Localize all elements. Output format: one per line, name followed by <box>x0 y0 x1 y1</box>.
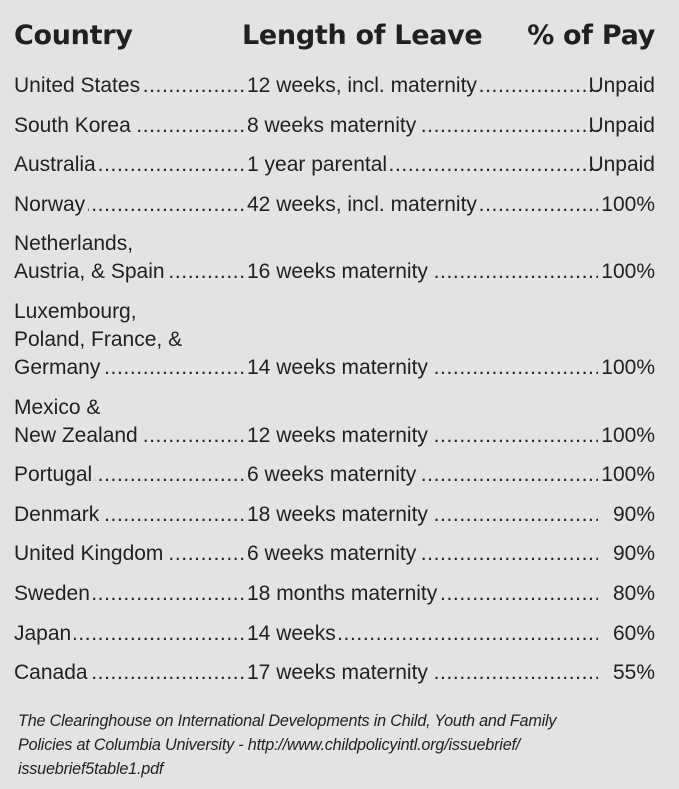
source-line: The Clearinghouse on International Developments in Child, Youth and Family <box>18 712 557 730</box>
country-name: South Korea <box>14 114 134 137</box>
country-cell <box>14 151 247 179</box>
header-percent-of-pay: % of Pay <box>527 20 655 51</box>
leave-length: 42 weeks, incl. maternity <box>247 193 480 216</box>
pay-percent: Unpaid <box>584 72 655 100</box>
leave-cell <box>247 620 598 648</box>
country-name: Portugal <box>14 463 95 486</box>
leave-cell <box>247 72 598 100</box>
country-cell <box>14 501 247 529</box>
pay-percent: Unpaid <box>584 151 655 179</box>
row-main-line <box>14 191 655 219</box>
leave-cell <box>247 191 598 219</box>
country-name: Austria, & Spain <box>14 260 168 283</box>
row-main-line <box>14 540 655 568</box>
country-cell <box>14 620 247 648</box>
table-header <box>14 18 655 56</box>
leave-length: 14 weeks maternity <box>247 356 431 379</box>
source-line: Policies at Columbia University - http://www.childpolicyintl.org/issuebrief/ <box>18 736 521 754</box>
country-name: Canada <box>14 661 91 684</box>
country-name: Denmark <box>14 503 102 526</box>
leave-cell <box>247 422 598 450</box>
row-main-line <box>14 620 655 648</box>
row-main-line <box>14 258 655 286</box>
leave-length: 12 weeks, incl. maternity <box>247 74 480 97</box>
pay-percent: Unpaid <box>584 112 655 140</box>
leave-length: 18 weeks maternity <box>247 503 431 526</box>
country-cell <box>14 112 247 140</box>
pay-percent: 100% <box>597 354 655 382</box>
table-row <box>14 72 655 100</box>
leave-length: 14 weeks <box>247 622 339 645</box>
leave-length: 8 weeks maternity <box>247 114 419 137</box>
table-row <box>14 151 655 179</box>
country-name: Australia <box>14 153 99 176</box>
pay-percent: 100% <box>597 258 655 286</box>
country-name: United Kingdom <box>14 542 166 565</box>
country-name: Sweden <box>14 582 93 605</box>
country-name-line: Mexico & <box>14 395 101 419</box>
country-name: Japan <box>14 622 74 645</box>
leave-length: 6 weeks maternity <box>247 463 419 486</box>
table-body <box>14 72 655 699</box>
header-country: Country <box>14 20 133 51</box>
country-name: United States <box>14 74 143 97</box>
table-row <box>14 191 655 219</box>
row-main-line <box>14 659 655 687</box>
row-main-line <box>14 461 655 489</box>
leave-length: 6 weeks maternity <box>247 542 419 565</box>
table-row <box>14 620 655 648</box>
table-row <box>14 112 655 140</box>
country-cell <box>14 258 247 286</box>
leave-length: 16 weeks maternity <box>247 260 431 283</box>
table-row <box>14 461 655 489</box>
country-name: Germany <box>14 356 103 379</box>
leave-cell <box>247 112 598 140</box>
leave-cell <box>247 461 598 489</box>
table-row <box>14 580 655 608</box>
table-row <box>14 659 655 687</box>
leave-cell <box>247 258 598 286</box>
country-name-line: Poland, France, & <box>14 327 183 351</box>
pay-percent: 100% <box>597 422 655 450</box>
pay-percent: 90% <box>609 540 655 568</box>
country-cell <box>14 580 247 608</box>
leave-cell <box>247 354 598 382</box>
row-main-line <box>14 354 655 382</box>
table-row <box>14 394 655 450</box>
pay-percent: 90% <box>609 501 655 529</box>
table-row <box>14 230 655 286</box>
row-main-line <box>14 112 655 140</box>
country-cell <box>14 461 247 489</box>
pay-percent: 60% <box>609 620 655 648</box>
leave-length: 18 months maternity <box>247 582 440 605</box>
country-cell <box>14 659 247 687</box>
country-cell <box>14 354 247 382</box>
table-row <box>14 298 655 382</box>
pay-percent: 100% <box>597 461 655 489</box>
country-cell <box>14 72 247 100</box>
row-main-line <box>14 72 655 100</box>
leave-cell <box>247 580 598 608</box>
leave-length: 17 weeks maternity <box>247 661 431 684</box>
pay-percent: 55% <box>609 659 655 687</box>
leave-cell <box>247 501 598 529</box>
source-citation <box>18 709 663 781</box>
row-main-line <box>14 501 655 529</box>
country-name: New Zealand <box>14 424 141 447</box>
country-name-line: Luxembourg, <box>14 299 137 323</box>
row-main-line <box>14 580 655 608</box>
country-cell <box>14 191 247 219</box>
header-length-of-leave: Length of Leave <box>242 20 483 51</box>
table-row <box>14 501 655 529</box>
row-main-line <box>14 422 655 450</box>
leave-cell <box>247 151 598 179</box>
leave-length: 1 year parental <box>247 153 390 176</box>
row-main-line <box>14 151 655 179</box>
country-cell <box>14 422 247 450</box>
leave-cell <box>247 540 598 568</box>
table-row <box>14 540 655 568</box>
leave-cell <box>247 659 598 687</box>
country-name-line: Netherlands, <box>14 232 134 256</box>
pay-percent: 100% <box>597 191 655 219</box>
leave-length: 12 weeks maternity <box>247 424 431 447</box>
country-name: Norway <box>14 193 88 216</box>
source-line: issuebrief5table1.pdf <box>18 760 164 778</box>
pay-percent: 80% <box>609 580 655 608</box>
country-cell <box>14 540 247 568</box>
